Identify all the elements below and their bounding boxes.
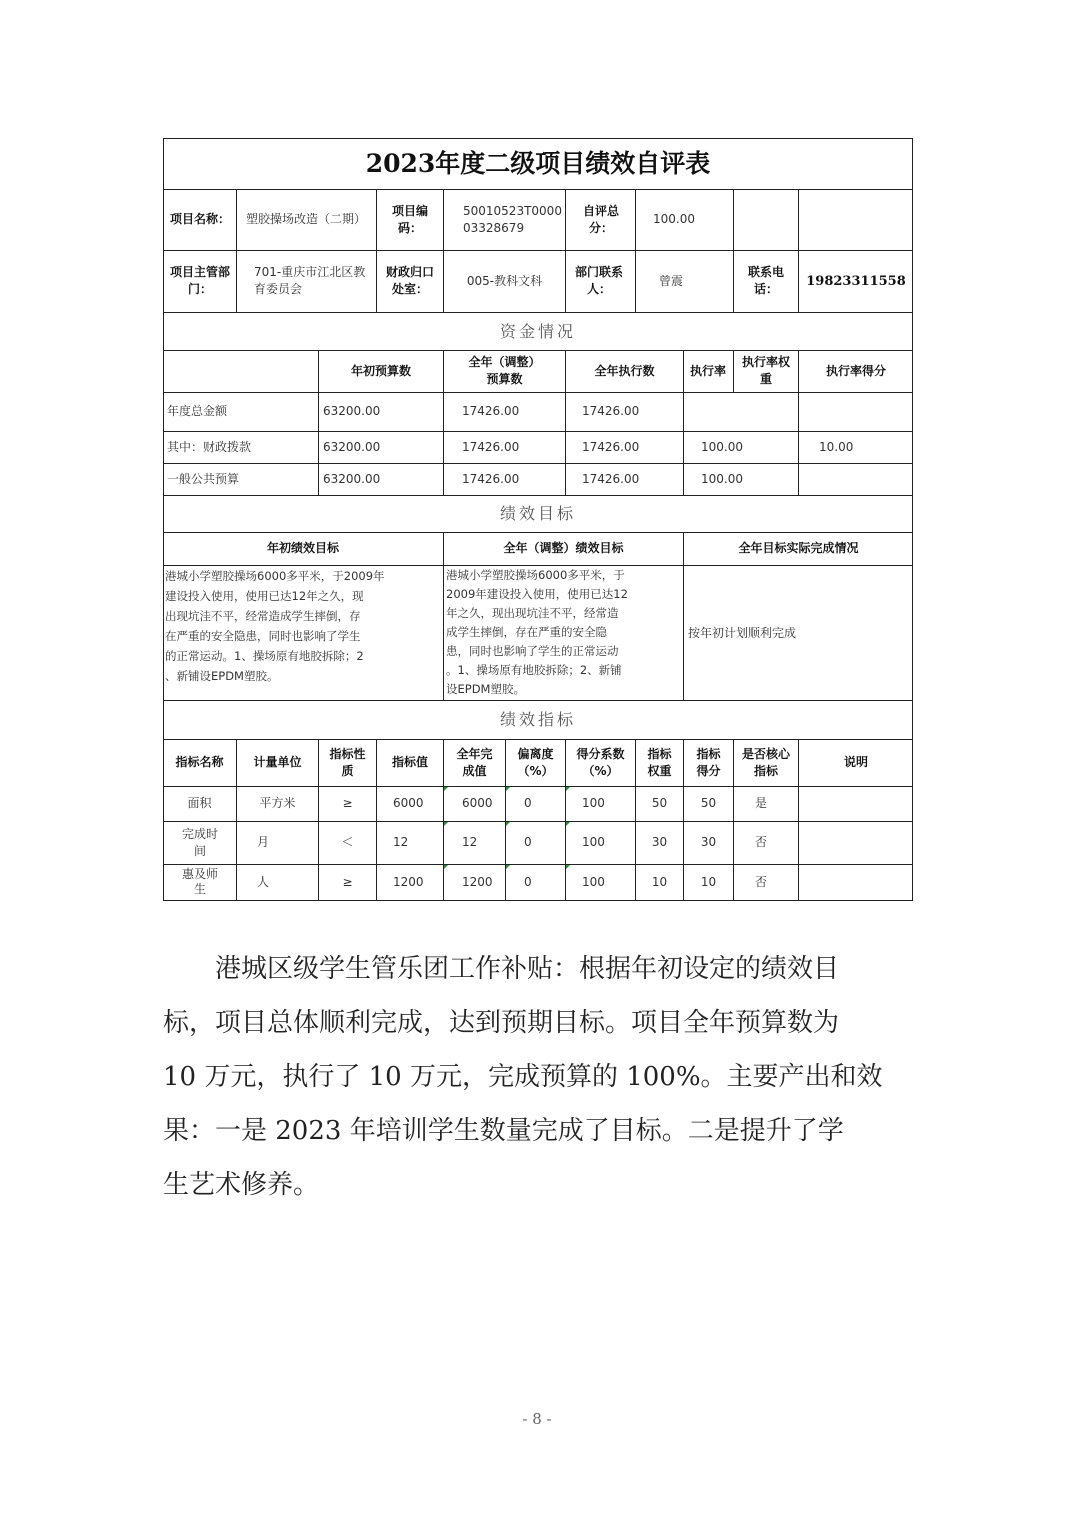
funds-row-score: 10.00 [819, 439, 854, 454]
goals-header-initial: 年初绩效目标 [266, 541, 339, 555]
ind-name: 惠及师生 [181, 867, 218, 896]
paragraph-line-2: 标，项目总体顺利完成，达到预期目标。项目全年预算数为 [163, 1008, 840, 1038]
cell-marker [444, 865, 448, 869]
cell-marker [566, 787, 570, 791]
cell-marker [566, 822, 570, 826]
paragraph-line-1: 港城区级学生管乐团工作补贴：根据年初设定的绩效目 [215, 954, 840, 984]
funds-row-executed: 17426.00 [582, 439, 640, 454]
finance: 005-教科文科 [466, 273, 543, 288]
ind-nature: ≥ [342, 874, 353, 889]
ind-target: 6000 [393, 796, 424, 810]
ind-header-unit: 计量单位 [253, 755, 302, 769]
contact: 曾震 [658, 273, 683, 288]
ind-unit: 月 [257, 835, 270, 849]
funds-section-title: 资金情况 [499, 321, 576, 341]
ind-deviation: 0 [524, 835, 532, 849]
ind-coef: 100 [582, 874, 605, 889]
ind-nature: ＜ [341, 835, 354, 849]
funds-header-initial: 年初预算数 [350, 363, 411, 378]
funds-header-weight: 执行率权重 [741, 355, 790, 386]
cell-marker [506, 822, 510, 826]
funds-row-initial: 63200.00 [323, 439, 381, 454]
ind-actual: 1200 [462, 874, 493, 889]
goals-actual-text: 按年初计划顺利完成 [688, 625, 797, 640]
ind-header-weight: 指标权重 [647, 746, 672, 778]
project-name: 塑胶操场改造（二期） [245, 212, 366, 226]
goals-section-title: 绩效目标 [499, 504, 576, 523]
ind-score: 10 [700, 874, 717, 889]
ind-unit: 人 [257, 874, 270, 889]
funds-row-adjusted: 17426.00 [462, 471, 520, 486]
funds-row-initial: 63200.00 [323, 404, 381, 418]
ind-actual: 12 [462, 835, 478, 849]
funds-row-executed: 17426.00 [582, 404, 640, 418]
ind-coef: 100 [582, 796, 605, 810]
funds-row-adjusted: 17426.00 [462, 404, 520, 418]
funds-header-adjusted: 全年（调整）预算数 [468, 355, 541, 386]
ind-target: 1200 [393, 874, 424, 889]
funds-row-initial: 63200.00 [323, 471, 381, 486]
ind-deviation: 0 [524, 874, 532, 889]
project-code: 50010523T000003328679 [463, 203, 562, 235]
contact-label: 部门联系人： [574, 265, 623, 296]
ind-score: 30 [700, 835, 717, 849]
cell-marker [444, 787, 448, 791]
ind-unit: 平方米 [259, 796, 296, 810]
ind-weight: 30 [651, 835, 668, 849]
goals-initial-text: 港城小学塑胶操场6000多平米，于2009年 建设投入使用，使用已达12年之久，现 出现坑洼不平，经常造成学生摔倒，存 在严重的安全隐患，同时也影响了学生 的正常运动。1、操场原有地胶拆除；2 、新铺设EPDM塑胶。 [165, 569, 385, 683]
funds-row-adjusted: 17426.00 [462, 439, 520, 454]
table-title: 2023年度二级项目绩效自评表 [365, 149, 711, 178]
ind-header-deviation: 偏离度（%） [517, 746, 554, 778]
goals-header-adjusted: 全年（调整）绩效目标 [503, 541, 624, 555]
ind-weight: 10 [651, 874, 668, 889]
goals-adjusted-text: 港城小学塑胶操场6000多平米，于 2009年建设投入使用，使用已达12 年之久，现出现坑洼不平，经常造 成学生摔倒，存在严重的安全隐 患，同时也影响了学生的正常运动 。1、操场原有地胶拆除；2、新铺 设EPDM塑胶。 [446, 568, 628, 696]
ind-core: 否 [754, 874, 767, 889]
ind-header-core: 是否核心指标 [741, 746, 790, 778]
phone: 19823311558 [806, 273, 906, 289]
project-name-label: 项目名称： [170, 212, 231, 226]
cell-marker [506, 865, 510, 869]
ind-score: 50 [700, 796, 717, 810]
funds-row-label: 其中：财政拨款 [167, 439, 252, 454]
cell-marker [444, 822, 448, 826]
ind-header-actual: 全年完成值 [456, 746, 493, 778]
page-number: - 8 - [522, 1410, 552, 1428]
finance-label: 财政归口处室： [385, 265, 434, 296]
ind-actual: 6000 [462, 796, 493, 810]
dept: 701-重庆市江北区教育委员会 [254, 265, 366, 296]
phone-label: 联系电话： [747, 265, 784, 296]
funds-header-rate: 执行率 [689, 363, 726, 378]
self-score-label: 自评总分： [582, 203, 619, 235]
paragraph-line-3: 10 万元，执行了 10 万元，完成预算的 100%。主要产出和效 [163, 1062, 883, 1092]
ind-header-note: 说明 [843, 755, 868, 769]
ind-header-nature: 指标性质 [329, 746, 366, 778]
self-score: 100.00 [653, 212, 695, 226]
funds-row-label: 年度总金额 [167, 404, 228, 418]
ind-header-coef: 得分系数（%） [576, 746, 625, 778]
ind-core: 是 [754, 796, 767, 810]
ind-header-name: 指标名称 [175, 755, 224, 769]
cell-marker [566, 865, 570, 869]
indicators-section-title: 绩效指标 [499, 710, 576, 729]
goals-header-actual: 全年目标实际完成情况 [738, 541, 859, 555]
ind-core: 否 [754, 835, 767, 849]
funds-row-label: 一般公共预算 [167, 471, 240, 486]
funds-header-score: 执行率得分 [825, 363, 886, 378]
ind-coef: 100 [582, 835, 605, 849]
funds-row-rate: 100.00 [701, 439, 743, 454]
funds-row-executed: 17426.00 [582, 471, 640, 486]
ind-header-score: 指标得分 [696, 746, 721, 778]
ind-nature: ≥ [342, 796, 353, 810]
ind-weight: 50 [651, 796, 668, 810]
paragraph-line-5: 生艺术修养。 [163, 1170, 320, 1200]
ind-target: 12 [393, 835, 409, 849]
ind-header-target: 指标值 [391, 755, 428, 769]
project-code-label: 项目编码： [391, 203, 428, 235]
ind-name: 完成时间 [181, 826, 218, 858]
cell-marker [506, 787, 510, 791]
paragraph-line-4: 果：一是 2023 年培训学生数量完成了目标。二是提升了学 [163, 1116, 844, 1146]
ind-deviation: 0 [524, 796, 532, 810]
funds-row-rate: 100.00 [701, 471, 743, 486]
funds-header-executed: 全年执行数 [594, 363, 655, 378]
ind-name: 面积 [187, 796, 212, 810]
dept-label: 项目主管部门： [169, 265, 230, 296]
